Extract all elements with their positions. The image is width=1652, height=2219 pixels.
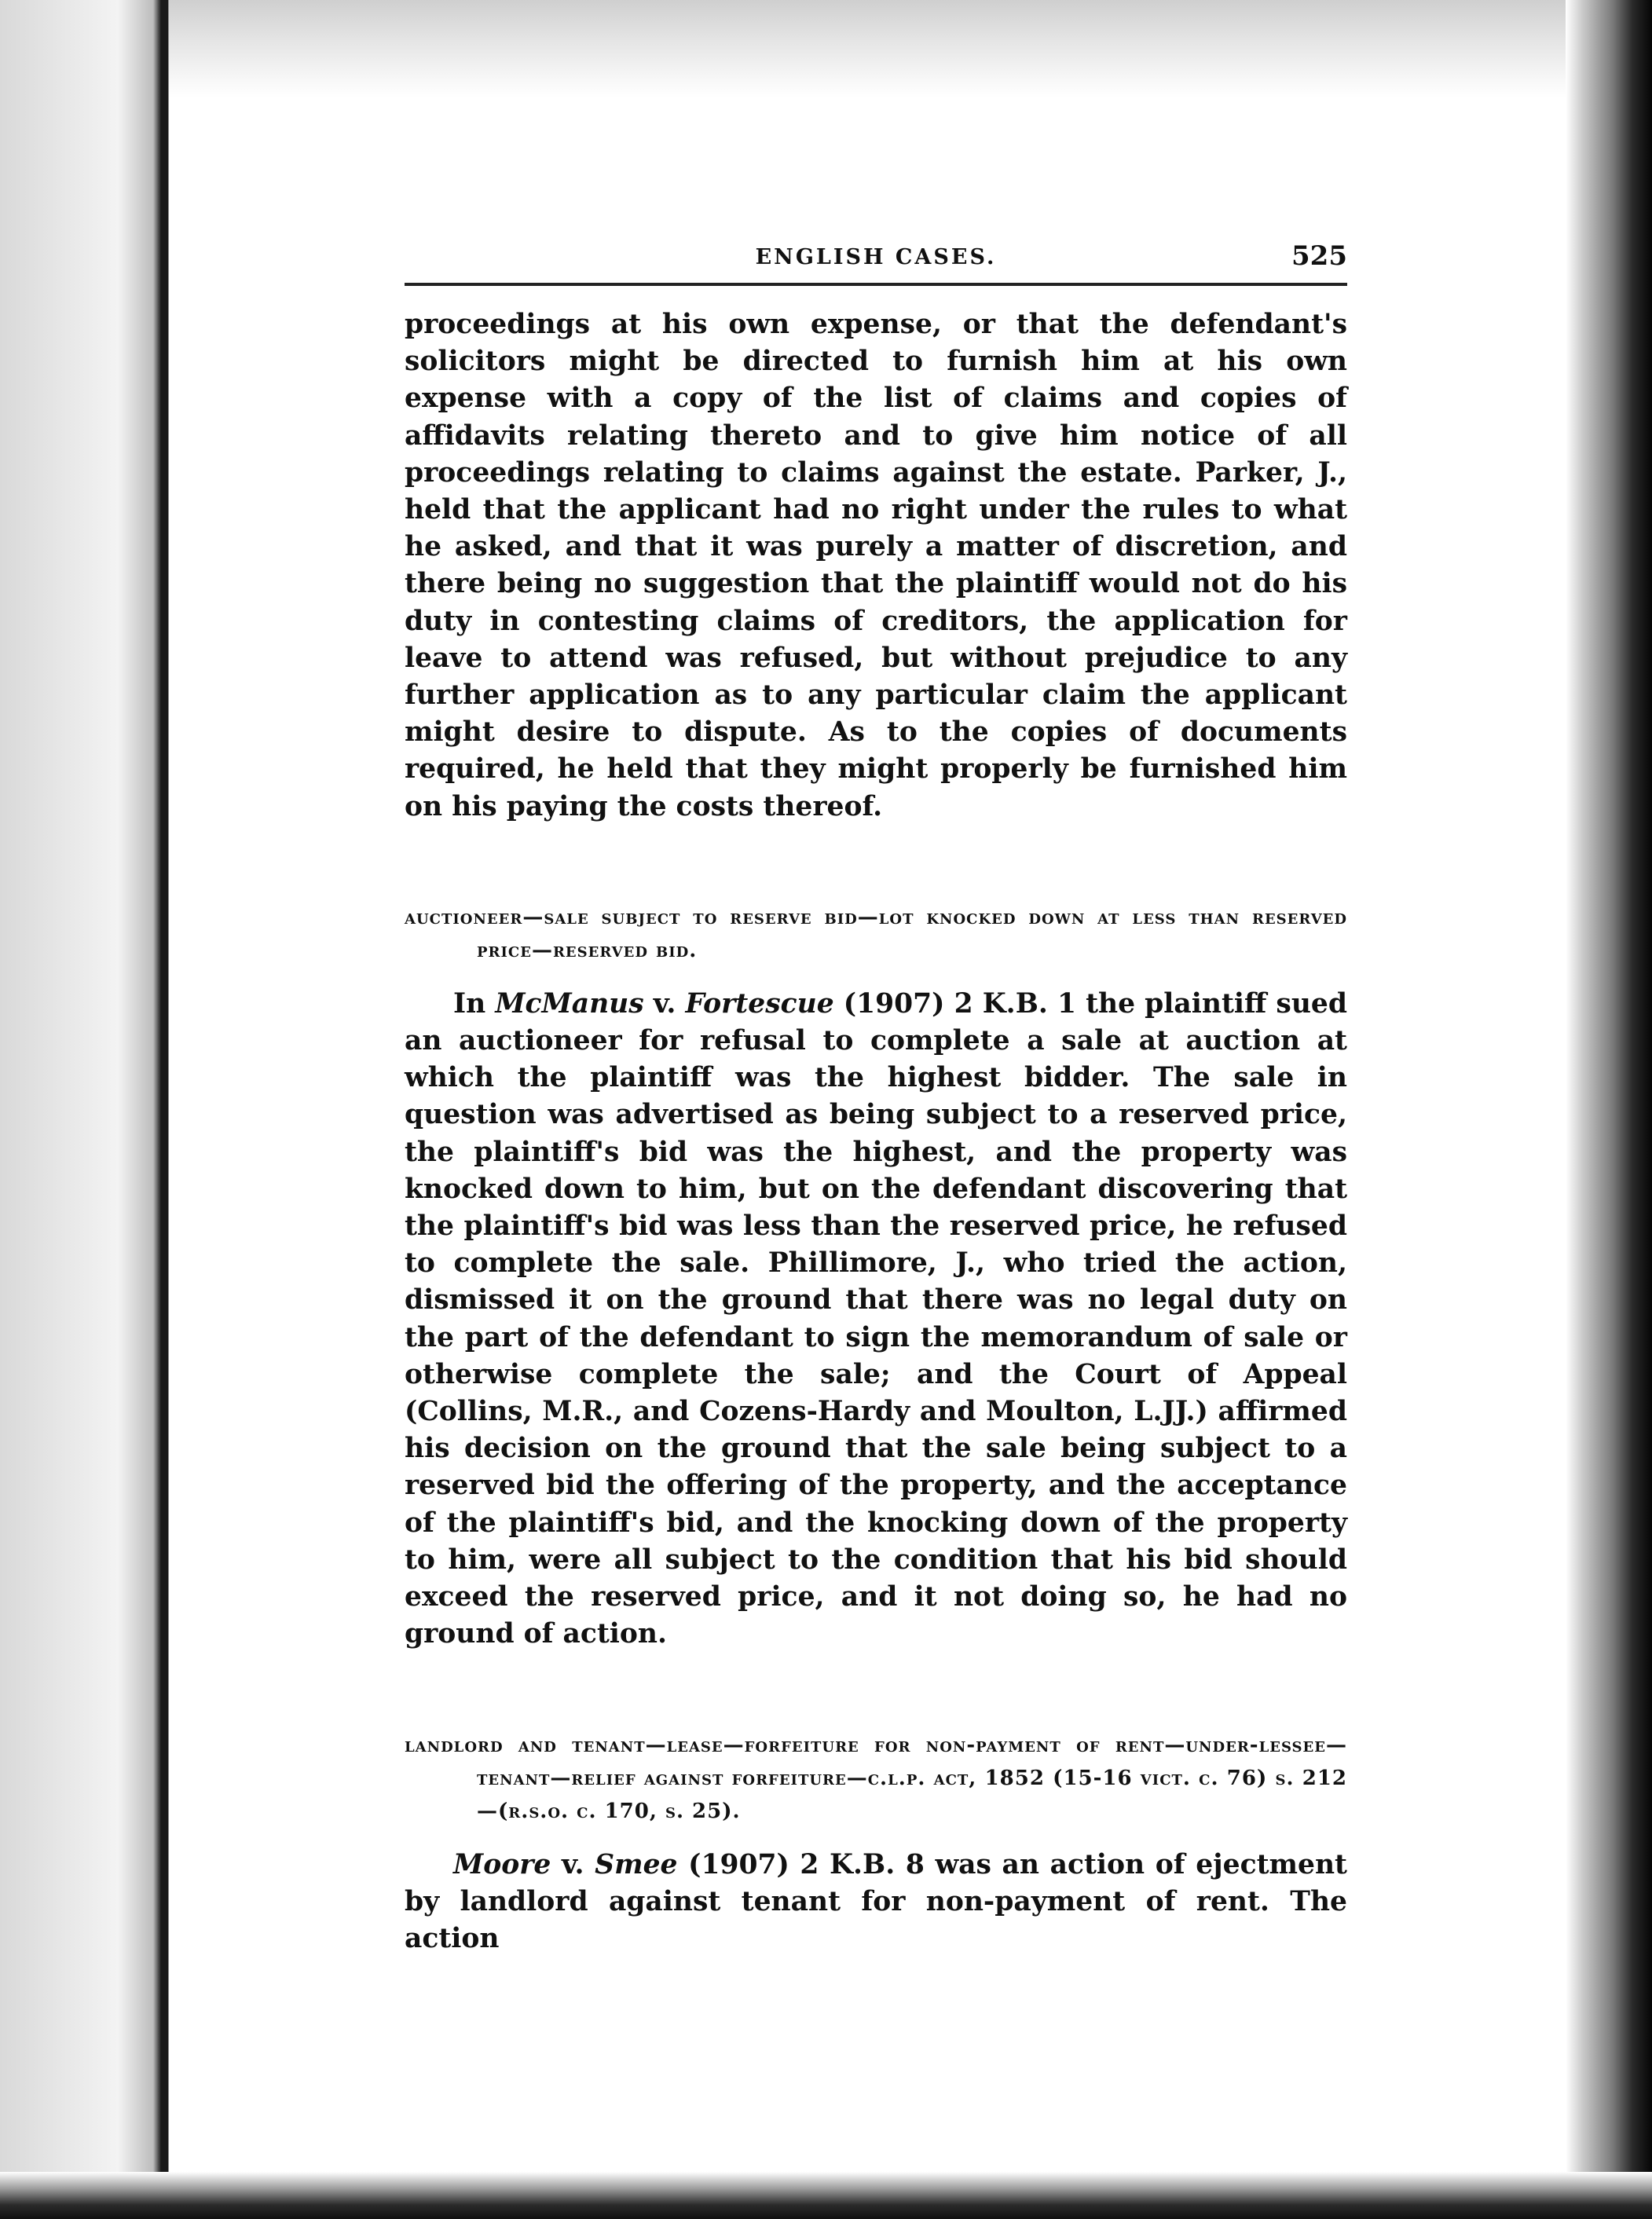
scan-edge-left: [0, 0, 169, 2219]
versus: v.: [551, 1848, 595, 1880]
paragraph-text: (1907) 2 K.B. 8 was an action of ejectment by landlord against tenant for non-payment of rent. The action: [405, 1848, 1347, 1954]
paragraph-mcmanus: [405, 986, 1347, 1653]
section-heading-landlord-tenant: landlord and tenant—lease—forfeiture for non-payment of rent—under-lessee—tenant—relief against forfeiture—c.l.p. act, 1852 (15-16 vict. c. 76) s. 212—(r.s.o. c. 170, s. 25).: [405, 1733, 1347, 1823]
running-title: ENGLISH CASES.: [755, 245, 997, 269]
versus: v.: [643, 987, 686, 1020]
book-page: [405, 228, 1347, 1957]
paragraph-text: (1907) 2 K.B. 1 the plaintiff sued an auctioneer for refusal to complete a sale at auction at which the plaintiff was the highest bidder. The sale in question was advertised as being subject to a reserved price, the plaintiff's bid was the highest, and the property was knocked down to him, but on the defendant discovering that the plaintiff's bid was less than the reserved price, he refused to complete the sale. Phillimore, J., who tried the action, dismissed it on the ground that there was no legal duty on the part of the defendant to sign the memorandum of sale or otherwise complete the sale; and the Court of Appeal (Collins, M.R., and Cozens-Hardy and Moulton, L.JJ.) affirmed his decision on the ground that the sale being subject to a reserved bid the offering of the property, and the acceptance of the plaintiff's bid, and the knocking down of the property to him, were all subject to the condition that his bid should exceed the reserved price, and it not doing so, he had no ground of action.: [405, 987, 1348, 1650]
scan-edge-bottom: [0, 2172, 1652, 2219]
case-name-party-b: Fortescue: [685, 987, 834, 1020]
paragraph-moore: [405, 1847, 1347, 1958]
page-body: [405, 306, 1347, 1957]
case-name-party-a: McManus: [495, 987, 644, 1020]
running-header: [405, 228, 1347, 286]
section-heading-auctioneer: auctioneer—sale subject to reserve bid—lot knocked down at less than reserved price—reserved bid.: [405, 905, 1347, 962]
paragraph-lead: In: [453, 987, 496, 1020]
paragraph-continuation: proceedings at his own expense, or that the defendant's solicitors might be directed to furnish him at his own expense with a copy of the list of claims and copies of affidavits relating thereto and to give him notice of all proceedings relating to claims against the estate. Parker, J., held that the applicant had no right under the rules to what he asked, and that it was purely a matter of discretion, and there being no suggestion that the plaintiff would not do his duty in contesting claims of creditors, the application for leave to attend was refused, but without prejudice to any further application as to any particular claim the applicant might desire to dispute. As to the copies of documents required, he held that they might properly be furnished him on his paying the costs thereof.: [405, 309, 1347, 822]
case-name-party-a: Moore: [453, 1848, 551, 1880]
scan-edge-top: [169, 0, 1566, 98]
page-number: 525: [1291, 240, 1347, 272]
case-name-party-b: Smee: [595, 1848, 678, 1880]
scan-edge-right: [1566, 0, 1652, 2219]
